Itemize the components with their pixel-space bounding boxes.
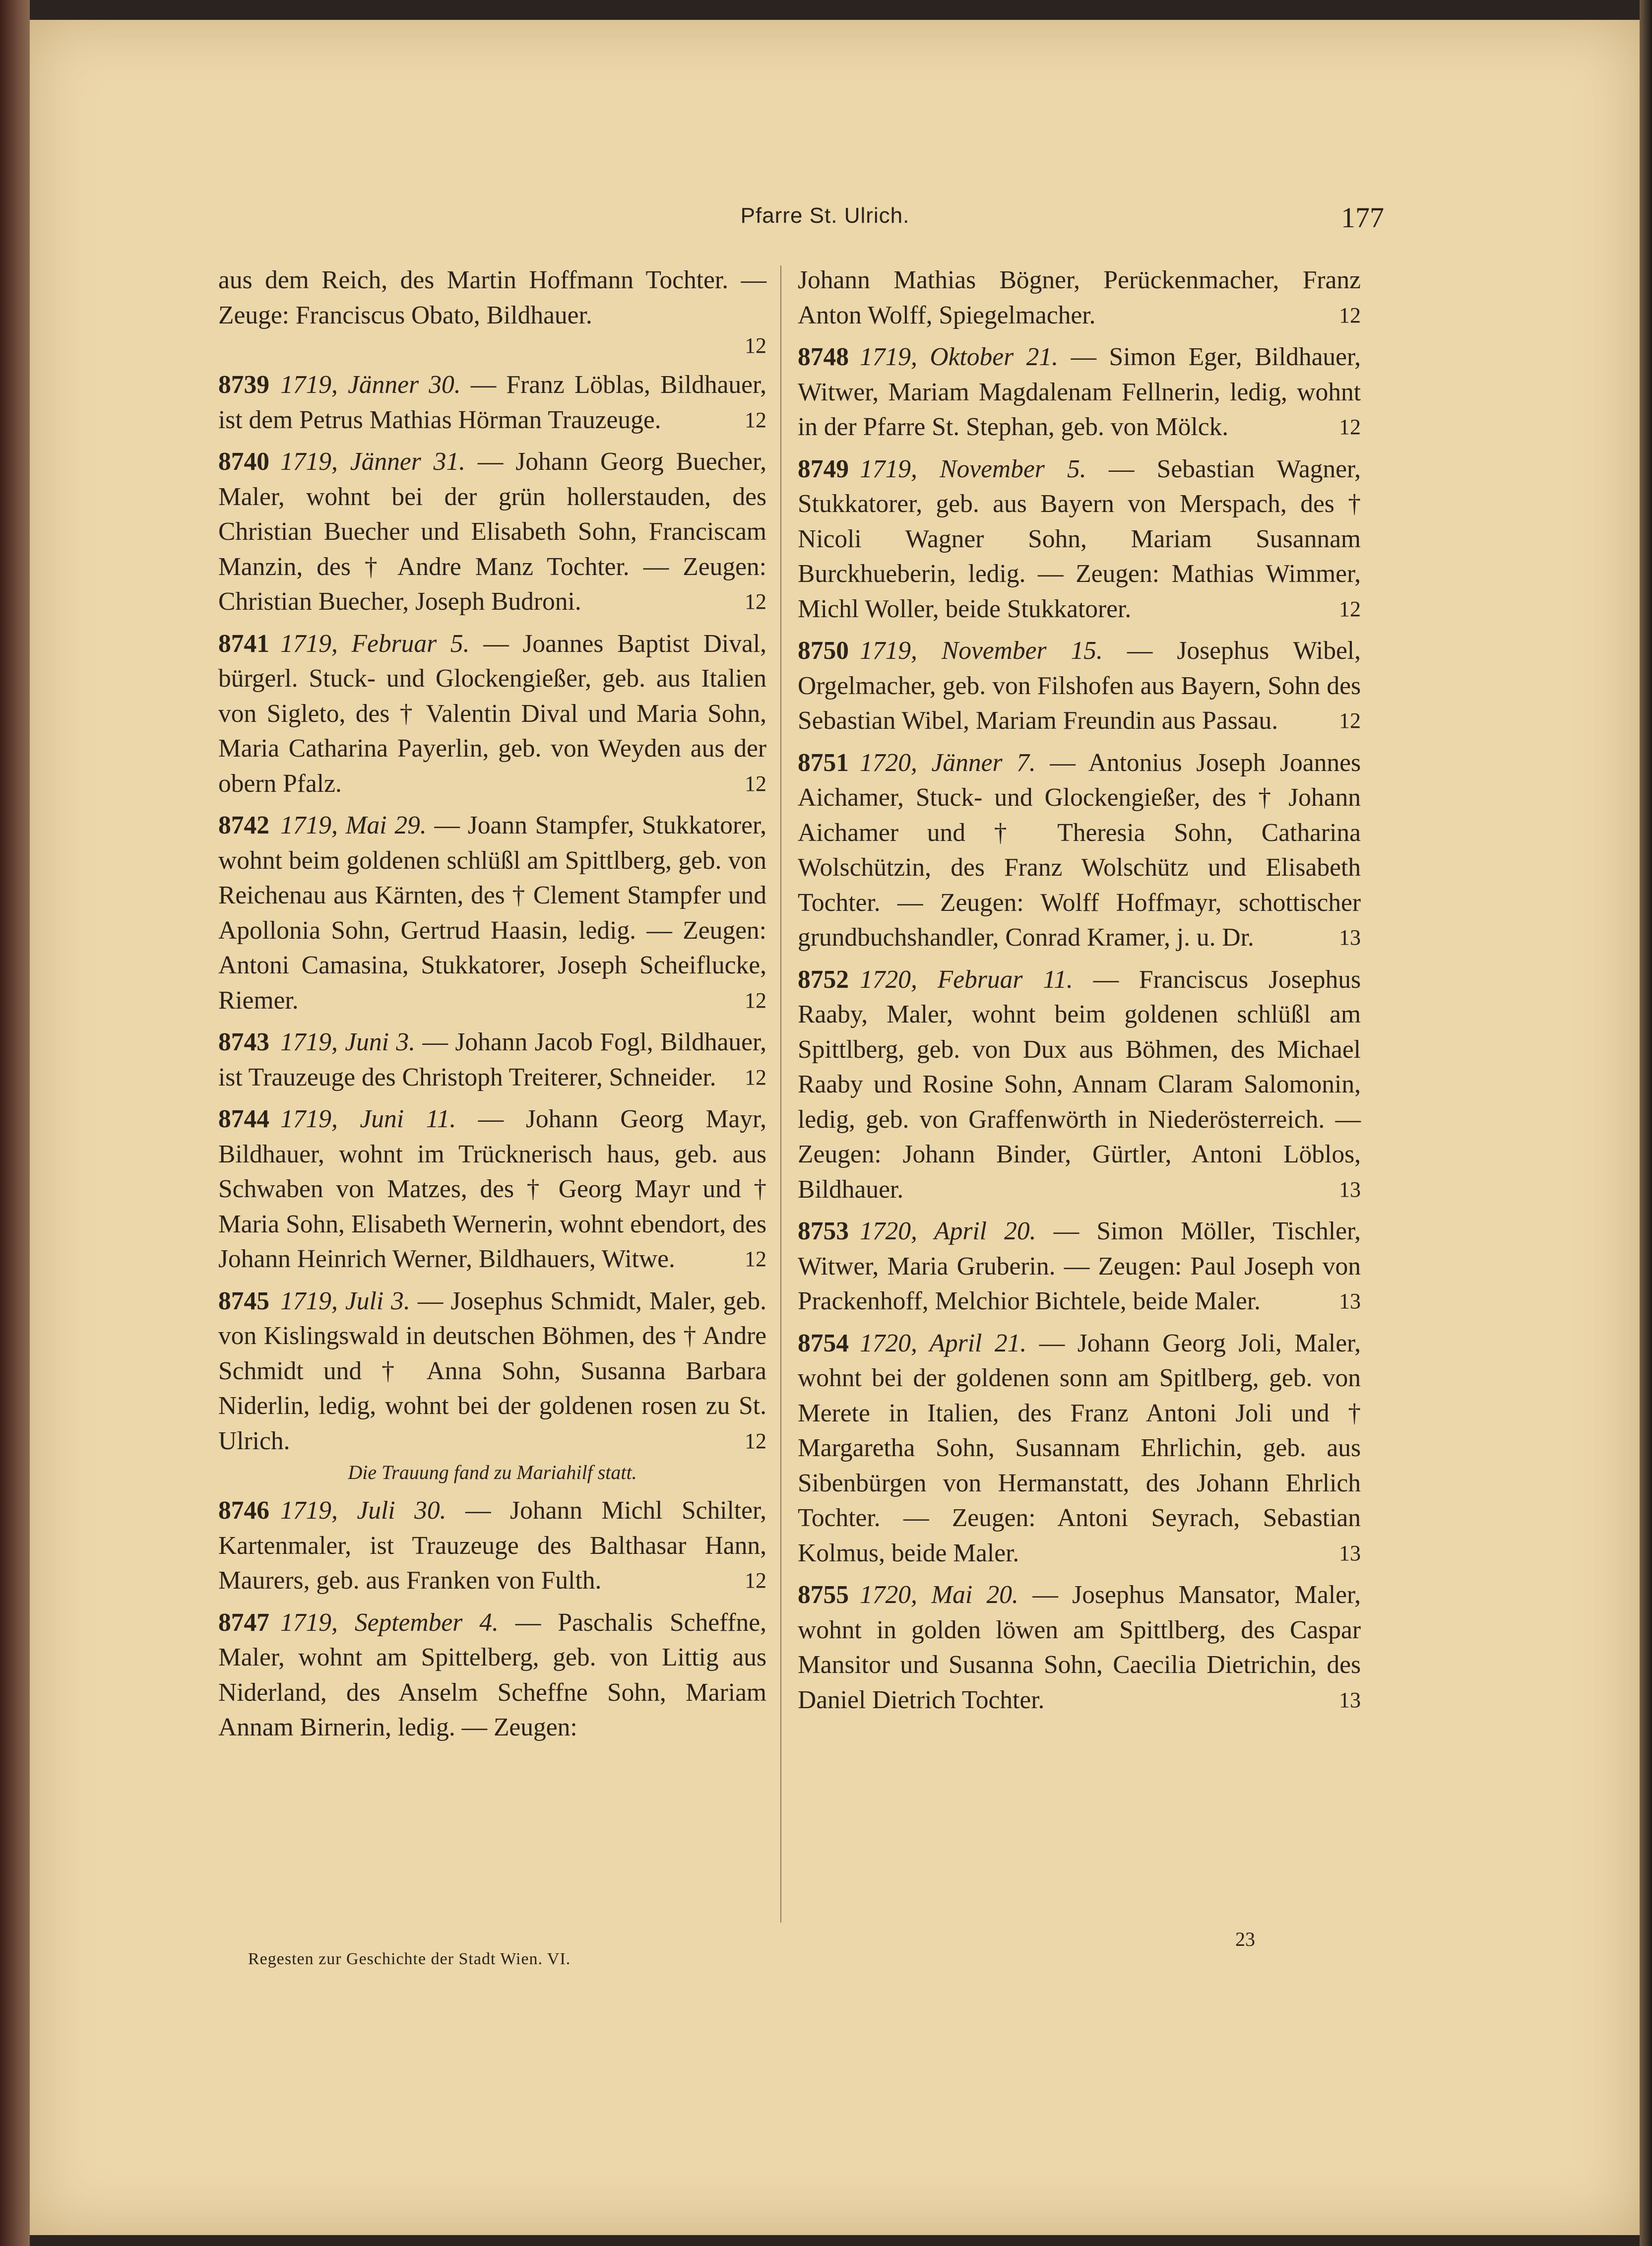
entry-text: — Joannes Baptist Dival, bürgerl. Stuck- und Glockengießer, geb. aus Italien von Sigleto, des † Valentin Dival und Maria Sohn, Maria Catharina Payerlin, geb. von Weyden aus der obern Pfalz. [218,629,767,798]
entry-text: Johann Mathias Bögner, Perückenmacher, Franz Anton Wolff, Spiegelmacher. [798,266,1361,329]
register-entry [218,1102,766,1277]
entry-fee: 13 [1339,1540,1361,1565]
entry-fee: 12 [745,1065,766,1090]
entry-number: 8742 [218,811,269,839]
entry-number: 8741 [218,629,269,658]
register-entry [798,340,1361,445]
entry-date: 1719, Oktober 21. [860,343,1059,371]
entry-number: 8748 [798,343,849,371]
column-divider [780,265,781,1923]
entry-fee: 13 [1339,1289,1361,1313]
entry-number: 8744 [218,1105,269,1133]
register-entry [798,452,1361,627]
entry-date: 1719, Juni 11. [280,1105,456,1133]
entry-date: 1720, April 21. [860,1329,1027,1357]
entry-number: 8740 [218,448,269,476]
entry-text: — Johann Georg Buecher, Maler, wohnt bei der grün hollerstauden, des Christian Buecher und Elisabeth Sohn, Franciscam Manzin, des † Andre Manz Tochter. — Zeugen: Christian Buecher, Joseph Budroni. [218,448,767,616]
register-entry [218,368,766,438]
entry-date: 1719, Juli 30. [280,1496,446,1525]
entry-number: 8743 [218,1028,269,1056]
page-right-edge [1640,0,1652,2246]
register-entry [798,746,1361,956]
book-spine-edge [0,0,30,2246]
entry-fee: 13 [1339,1687,1361,1712]
continued-entry [798,263,1361,333]
entry-fee: 12 [745,407,766,432]
entry-text: — Johann Michl Schilter, Kartenmaler, ist Trauzeuge des Balthasar Hann, Maurers, geb. aus Franken von Fulth. [218,1496,766,1595]
entry-text: — Franciscus Josephus Raaby, Maler, wohnt beim goldenen schlüßl am Spittlberg, geb. von Dux aus Böhmen, des Michael Raaby und Rosine Sohn, Annam Claram Salomonin, ledig, geb. von Graffenwörth in Niederösterreich. — Zeugen: Johann Binder, Gürtler, Antoni Löblos, Bildhauer. [798,965,1361,1204]
entry-text: — Josephus Schmidt, Maler, geb. von Kislingswald in deutschen Böhmen, des † Andre Schmidt und † Anna Sohn, Susanna Barbara Niderlin, ledig, wohnt bei der goldenen rosen zu St. Ulrich. [218,1286,766,1455]
entry-number: 8750 [798,637,849,665]
entry-date: 1719, Jänner 31. [280,448,465,476]
entry-date: 1719, Juli 3. [280,1286,410,1315]
page-number: 177 [1341,201,1384,234]
series-footer: Regesten zur Geschichte der Stadt Wien. VI. [248,1950,571,1968]
entry-text: — Simon Eger, Bildhauer, Witwer, Mariam Magdalenam Fellnerin, ledig, wohnt in der Pfarre St. Stephan, geb. von Mölck. [798,343,1361,441]
entry-number: 8739 [218,371,269,399]
entry-date: 1719, November 5. [860,454,1086,483]
entry-text: — Simon Möller, Tischler, Witwer, Maria Gruberin. — Zeugen: Paul Joseph von Prackenhoff, Melchior Bichtele, beide Maler. [798,1217,1361,1315]
entry-fee: 13 [1339,925,1361,950]
register-entry [798,1214,1361,1319]
entry-number: 8746 [218,1496,269,1525]
right-column [798,263,1361,1725]
entry-date: 1720, Jänner 7. [860,748,1036,777]
register-entry [798,634,1361,739]
entry-fee: 12 [745,771,766,796]
register-entry [218,1284,766,1487]
entry-text: — Johann Georg Joli, Maler, wohnt bei der goldenen sonn am Spitlberg, geb. von Merete in Italien, des Franz Antoni Joli und † Margaretha Sohn, Susannam Ehrlichin, geb. aus Sibenbürgen von Hermanstatt, des Johann Ehrlich Tochter. — Zeugen: Antoni Seyrach, Sebastian Kolmus, beide Maler. [798,1329,1361,1567]
entry-text: — Joann Stampfer, Stukkatorer, wohnt beim goldenen schlüßl am Spittlberg, geb. von Reichenau aus Kärnten, des † Clement Stampfer und Apollonia Sohn, Gertrud Haasin, ledig. — Zeugen: Antoni Camasina, Stukkatorer, Joseph Scheiflucke, Riemer. [218,811,767,1015]
entry-number: 8755 [798,1581,849,1609]
register-entry [218,627,766,802]
entry-text: — Antonius Joseph Joannes Aichamer, Stuck- und Glockengießer, des † Johann Aichamer und † Theresia Sohn, Catharina Wolschützin, des Franz Wolschütz und Elisabeth Tochter. — Zeugen: Wolff Hoffmayr, schottischer grundbuchshandler, Conrad Kramer, j. u. Dr. [798,748,1361,952]
signature-mark: 23 [1235,1928,1255,1950]
entry-date: 1719, Mai 29. [280,811,427,839]
entry-fee: 12 [745,988,766,1013]
entry-text: — Franz Löblas, Bildhauer, ist dem Petrus Mathias Hörman Trauzeuge. [218,371,766,434]
entry-number: 8753 [798,1217,849,1245]
register-entry [218,445,766,620]
continued-entry [218,263,766,361]
entry-number: 8749 [798,454,849,483]
entry-text: — Josephus Wibel, Orgelmacher, geb. von Filshofen aus Bayern, Sohn des Sebastian Wibel, Mariam Freundin aus Passau. [798,637,1361,735]
entry-fee: 12 [745,589,766,614]
entry-fee: 12 [745,1568,766,1593]
entry-date: 1720, Februar 11. [860,965,1073,994]
register-entry [218,808,766,1018]
entry-date: 1719, Juni 3. [280,1028,416,1056]
entry-date: 1719, November 15. [860,637,1103,665]
entry-text: — Johann Georg Mayr, Bildhauer, wohnt im Trücknerisch haus, geb. aus Schwaben von Matzes, des † Georg Mayr und † Maria Sohn, Elisabeth Wernerin, wohnt ebendort, des Johann Heinrich Werner, Bildhauers, Witwe. [218,1105,766,1273]
register-entry [218,1605,766,1745]
entry-text: aus dem Reich, des Martin Hoffmann Tochter. — Zeuge: Franciscus Obato, Bildhauer. [218,266,766,329]
entry-date: 1720, April 20. [860,1217,1036,1245]
entry-fee: 12 [745,1247,766,1271]
entry-note: Die Trauung fand zu Mariahilf statt. [348,1461,637,1483]
entry-date: 1719, Jänner 30. [280,371,461,399]
entry-fee: 13 [1339,1177,1361,1202]
running-head: Pfarre St. Ulrich. [740,203,910,228]
entry-text: — Johann Jacob Fogl, Bildhauer, ist Trauzeuge des Christoph Treiterer, Schneider. [218,1028,766,1091]
entry-fee: 12 [1339,415,1361,439]
entry-number: 8747 [218,1608,269,1637]
left-column [218,263,766,1752]
entry-fee: 12 [1339,708,1361,733]
register-entry [798,1578,1361,1718]
register-entry [218,1493,766,1599]
entry-number: 8745 [218,1286,269,1315]
entry-fee: 12 [745,1428,766,1453]
entry-date: 1719, Februar 5. [280,629,470,658]
entry-fee: 12 [745,333,766,358]
entry-text: — Paschalis Scheffne, Maler, wohnt am Spittelberg, geb. von Littig aus Niderland, des Anselm Scheffne Sohn, Mariam Annam Birnerin, ledig. — Zeugen: [218,1608,766,1741]
register-entry [798,1326,1361,1571]
entry-date: 1720, Mai 20. [860,1581,1018,1609]
entry-number: 8751 [798,748,849,777]
entry-text: — Sebastian Wagner, Stukkatorer, geb. aus Bayern von Merspach, des † Nicoli Wagner Sohn, Mariam Susannam Burckhueberin, ledig. — Zeugen: Mathias Wimmer, Michl Woller, beide Stukkatorer. [798,454,1361,623]
register-entry [798,963,1361,1208]
entry-number: 8752 [798,965,849,994]
entry-fee: 12 [1339,303,1361,327]
entry-fee: 12 [1339,596,1361,621]
entry-date: 1719, September 4. [280,1608,499,1637]
entry-text: — Josephus Mansator, Maler, wohnt in golden löwen am Spittlberg, des Caspar Mansitor und Susanna Sohn, Caecilia Dietrichin, des Daniel Dietrich Tochter. [798,1581,1361,1714]
entry-number: 8754 [798,1329,849,1357]
register-entry [218,1025,766,1095]
